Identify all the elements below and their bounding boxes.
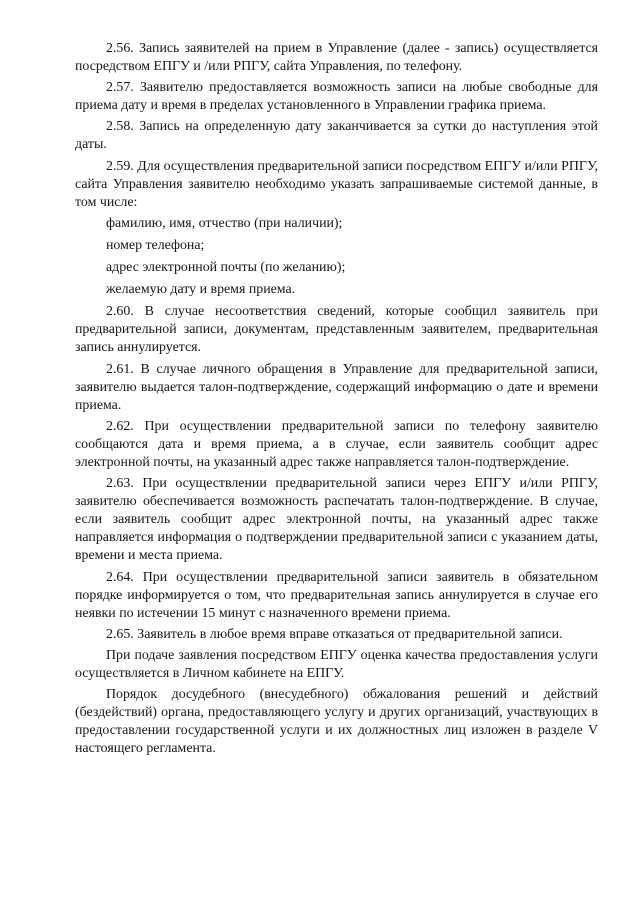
paragraph-2-61: 2.61. В случае личного обращения в Управление для предварительной записи, заявителю выдается талон-подтверждение, содержащий информацию о дате и времени приема.: [75, 361, 598, 413]
paragraph-appeal-procedure: Порядок досудебного (внесудебного) обжалования решений и действий (бездействий) органа, предоставляющего услугу и других организаций, участвующих в предоставлении государственной услуги и их должностных лиц изложен в разделе V настоящего регламента.: [75, 687, 598, 757]
paragraph-quality-assessment: При подаче заявления посредством ЕПГУ оценка качества предоставления услуги осуществляется в Личном кабинете на ЕПГУ.: [75, 647, 598, 681]
list-item-phone: номер телефона;: [106, 237, 205, 253]
document-body: [75, 40, 598, 761]
list-item-email: адрес электронной почты (по желанию);: [106, 260, 346, 276]
paragraph-2-56: 2.56. Запись заявителей на прием в Управление (далее - запись) осуществляется посредством ЕПГУ и /или РПГУ, сайта Управления, по телефону.: [75, 41, 598, 75]
paragraph-2-64: 2.64. При осуществлении предварительной записи заявитель в обязательном порядке информируется о том, что предварительная запись аннулируется в случае его неявки по истечении 15 минут с назначенного времени приема.: [75, 569, 598, 621]
list-item-date-time: желаемую дату и время приема.: [106, 282, 296, 298]
paragraph-2-60: 2.60. В случае несоответствия сведений, которые сообщил заявитель при предварительной записи, документам, представленным заявителем, предварительная запись аннулируется.: [75, 304, 598, 356]
paragraph-2-58: 2.58. Запись на определенную дату заканчивается за сутки до наступления этой даты.: [75, 119, 598, 153]
paragraph-2-59: 2.59. Для осуществления предварительной записи посредством ЕПГУ и/или РПГУ, сайта Управления заявителю необходимо указать запрашиваемые системой данные, в том числе:: [75, 158, 598, 210]
paragraph-2-65: 2.65. Заявитель в любое время вправе отказаться от предварительной записи.: [106, 626, 563, 642]
list-item-full-name: фамилию, имя, отчество (при наличии);: [106, 215, 343, 231]
paragraph-2-62: 2.62. При осуществлении предварительной записи по телефону заявителю сообщаются дата и время приема, а в случае, если заявитель сообщит адрес электронной почты, на указанный адрес также направляется талон-подтверждение.: [75, 418, 598, 470]
paragraph-2-57: 2.57. Заявителю предоставляется возможность записи на любые свободные для приема дату и время в пределах установленного в Управлении графика приема.: [75, 80, 598, 114]
paragraph-2-63: 2.63. При осуществлении предварительной записи через ЕПГУ и/или РПГУ, заявителю обеспечивается возможность распечатать талон-подтверждение. В случае, если заявитель сообщит адрес электронной почты, на указанный адрес также направляется информация о подтверждении предварительной записи с указанием даты, времени и места приема.: [75, 476, 598, 564]
